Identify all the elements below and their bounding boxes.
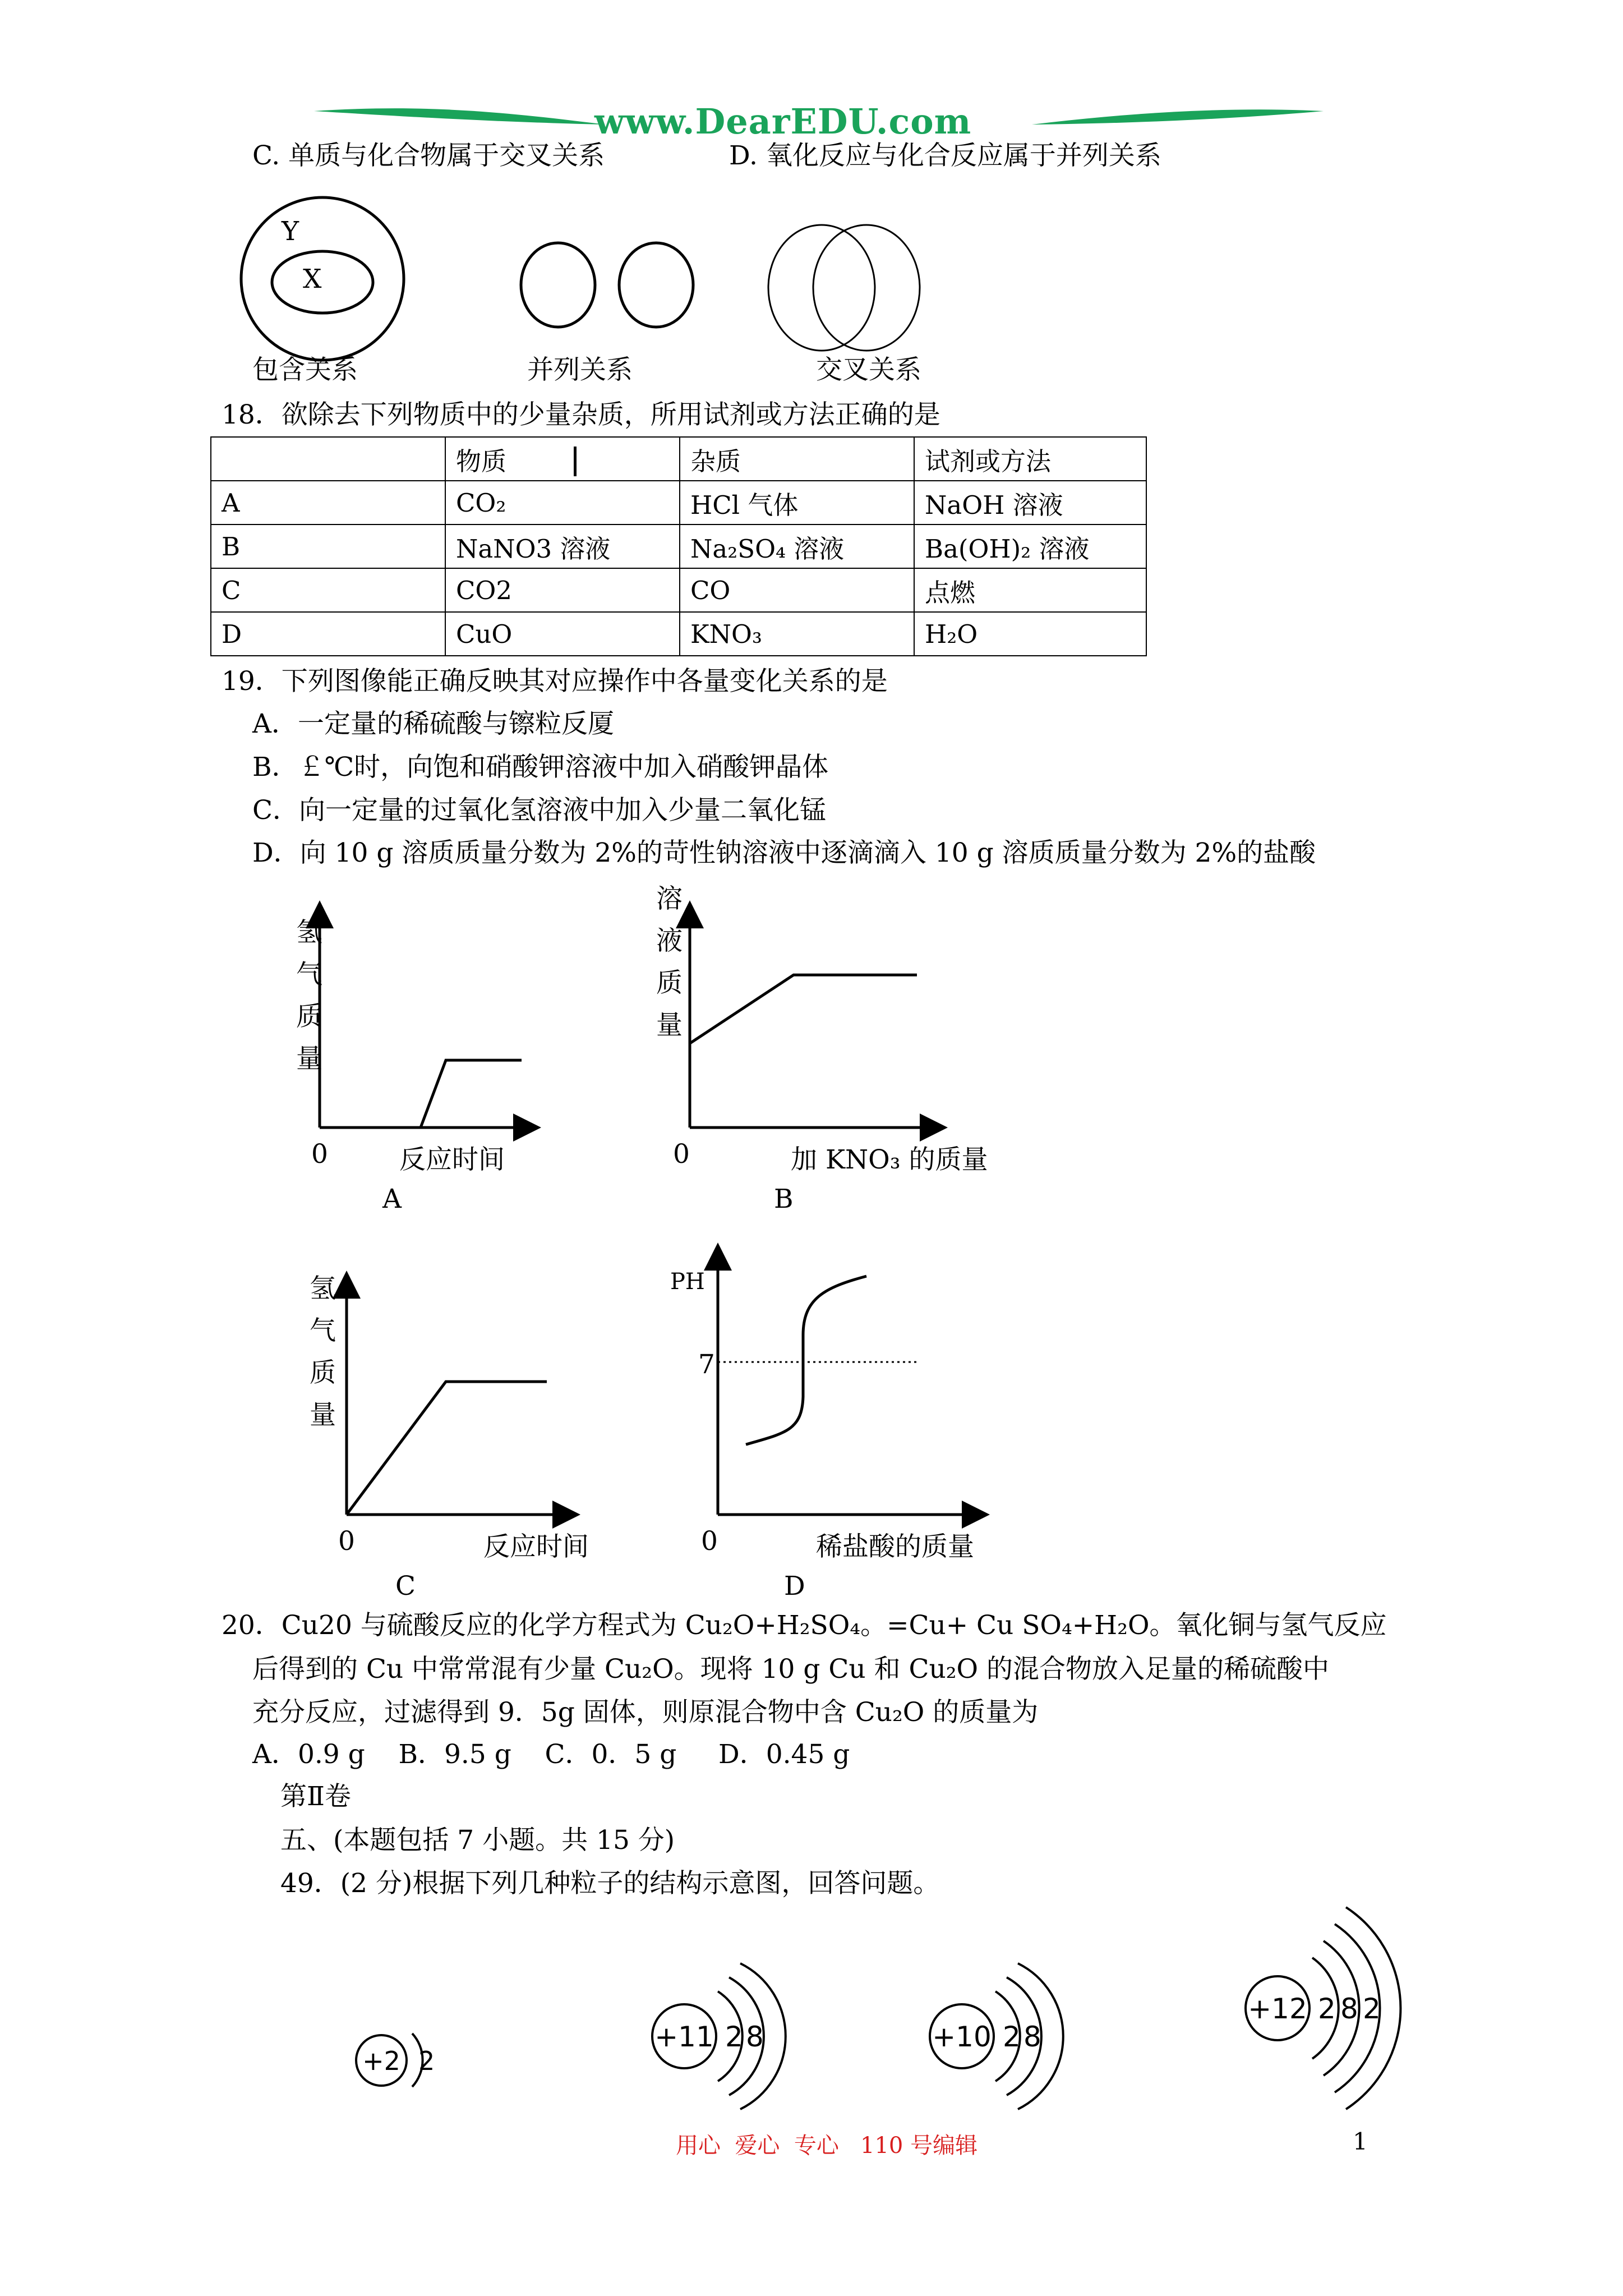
table-row <box>211 568 1146 612</box>
table-cell: D <box>211 612 445 656</box>
table-cell: CO₂ <box>445 481 680 524</box>
chart-a <box>320 914 527 1128</box>
chart-b-caption: B <box>774 1184 794 1214</box>
chart-c-ylabel: 质 <box>310 1358 336 1388</box>
q17-option-d: D. 氧化反应与化合反应属于并列关系 <box>729 140 1161 171</box>
table-cell: C <box>211 568 445 612</box>
atom-3-shell-label: 8 <box>1023 2021 1041 2053</box>
chart-d-tick-7: 7 <box>698 1349 715 1380</box>
atom-4-shell-label: 2 <box>1318 1993 1336 2025</box>
atom-1-shell-label: 2 <box>418 2046 435 2076</box>
chart-b-origin: 0 <box>673 1139 690 1170</box>
table-cell: Na₂SO₄ 溶液 <box>680 524 914 568</box>
table-row <box>211 612 1146 656</box>
chart-d-curve <box>746 1276 866 1444</box>
parallel-circle-right <box>619 243 693 327</box>
caption-cross: 交叉关系 <box>816 355 921 385</box>
table-cell: Ba(OH)₂ 溶液 <box>914 524 1146 568</box>
banner-swoosh-right <box>1032 109 1324 125</box>
part2-title: 第Ⅱ卷 <box>280 1781 351 1812</box>
atom-2 <box>652 1963 786 2109</box>
table-header-row <box>211 437 1146 481</box>
atom-1 <box>356 2033 435 2087</box>
chart-a-ylabel: 气 <box>296 959 322 990</box>
caption-parallel: 并列关系 <box>527 355 633 385</box>
site-logo: www.DearEDU.com <box>594 101 972 142</box>
part2-section: 五、(本题包括 7 小题。共 15 分) <box>280 1825 675 1856</box>
chart-a-ylabel: 质 <box>296 1001 322 1032</box>
chart-d-ylabel: PH <box>670 1269 705 1295</box>
parallel-circle-left <box>521 243 595 327</box>
chart-c <box>347 1285 566 1515</box>
label-y: Y <box>282 216 299 247</box>
include-outer-circle <box>241 197 404 360</box>
q19-option-d: D．向 10 g 溶质质量分数为 2%的苛性钠溶液中逐滴滴入 10 g 溶质质量分数为 2%的盐酸 <box>252 838 1316 868</box>
table-cell: NaNO3 溶液 <box>445 524 680 568</box>
q17-option-c: C. 单质与化合物属于交叉关系 <box>252 140 605 171</box>
q49-stem: 49．(2 分)根据下列几种粒子的结构示意图，回答问题。 <box>280 1868 940 1899</box>
table-cell: 点燃 <box>914 568 1146 612</box>
chart-d-caption: D <box>784 1571 805 1602</box>
table-cell: CO <box>680 568 914 612</box>
page-number: 1 <box>1353 2128 1368 2155</box>
table-header-cell: 物质 <box>445 437 680 481</box>
atom-2-nucleus-label: +11 <box>654 2021 714 2053</box>
q20-line3: 充分反应，过滤得到 9．5g 固体，则原混合物中含 Cu₂O 的质量为 <box>252 1697 1039 1728</box>
label-x: X <box>303 264 322 295</box>
chart-c-caption: C <box>395 1571 416 1602</box>
chart-d-origin: 0 <box>701 1526 718 1557</box>
table-cell: A <box>211 481 445 524</box>
q18-stem: 18．欲除去下列物质中的少量杂质，所用试剂或方法正确的是 <box>222 399 940 430</box>
q19-graphs <box>0 875 1623 1604</box>
relation-diagrams <box>0 208 1623 398</box>
atom-1-nucleus-label: +2 <box>362 2046 400 2076</box>
chart-a-xlabel: 反应时间 <box>399 1144 505 1175</box>
atom-2-shell-label: 2 <box>725 2021 743 2053</box>
chart-a-ylabel: 氢 <box>296 917 322 948</box>
chart-c-xlabel: 反应时间 <box>483 1531 589 1562</box>
chart-a-ylabel: 量 <box>296 1043 322 1074</box>
chart-b-ylabel: 溶 <box>656 884 683 914</box>
table-cell: HCl 气体 <box>680 481 914 524</box>
cross-circle-left <box>768 225 875 351</box>
q20-line1: 20．Cu20 与硫酸反应的化学方程式为 Cu₂O+H₂SO₄。=Cu+ Cu SO₄+H₂O。氧化铜与氢气反应 <box>222 1610 1387 1641</box>
atom-3-shell-label: 2 <box>1003 2021 1021 2053</box>
chart-b <box>690 914 934 1128</box>
table-cell: NaOH 溶液 <box>914 481 1146 524</box>
chart-b-ylabel: 液 <box>656 926 683 956</box>
atom-4-shell-label: 2 <box>1363 1993 1381 2025</box>
banner-swoosh-left <box>314 108 606 125</box>
table-cell: CO2 <box>445 568 680 612</box>
chart-a-line <box>421 1060 522 1128</box>
q19-option-a: A．一定量的稀硫酸与镲粒反厦 <box>252 708 614 739</box>
chart-c-ylabel: 气 <box>310 1315 336 1346</box>
chart-c-origin: 0 <box>338 1526 355 1557</box>
q19-stem: 19．下列图像能正确反映其对应操作中各量变化关系的是 <box>222 666 888 697</box>
caption-include: 包含关系 <box>252 355 358 385</box>
atom-4 <box>1246 1907 1400 2109</box>
chart-a-caption: A <box>382 1184 402 1214</box>
atom-2-shell-label: 8 <box>746 2021 764 2053</box>
table-header-cell: 试剂或方法 <box>914 437 1146 481</box>
table-row <box>211 524 1146 568</box>
chart-b-ylabel: 量 <box>656 1010 683 1041</box>
q20-line2: 后得到的 Cu 中常常混有少量 Cu₂O。现将 10 g Cu 和 Cu₂O 的混合物放入足量的稀硫酸中 <box>252 1654 1330 1685</box>
q18-table <box>210 436 1147 656</box>
chart-d <box>718 1257 976 1515</box>
q20-options: A．0.9 g B．9.5 g C．0．5 g D．0.45 g <box>252 1739 850 1770</box>
chart-c-ylabel: 氢 <box>310 1273 336 1304</box>
chart-c-line <box>347 1382 547 1515</box>
q19-option-b: B．￡℃时，向饱和硝酸钾溶液中加入硝酸钾晶体 <box>252 752 829 783</box>
atom-4-nucleus-label: +12 <box>1248 1993 1307 2025</box>
table-cell: CuO <box>445 612 680 656</box>
cross-circle-right <box>813 225 920 351</box>
atom-diagrams <box>0 1896 1623 2165</box>
table-row <box>211 481 1146 524</box>
chart-b-xlabel: 加 KNO₃ 的质量 <box>791 1144 988 1175</box>
table-cell: KNO₃ <box>680 612 914 656</box>
table-cell: H₂O <box>914 612 1146 656</box>
chart-d-xlabel: 稀盐酸的质量 <box>816 1531 974 1562</box>
table-header-cell: 杂质 <box>680 437 914 481</box>
include-inner-ellipse <box>272 251 373 313</box>
footer-text: 用心 爱心 专心 110 号编辑 <box>676 2133 978 2159</box>
table-header-cell <box>211 437 445 481</box>
q19-option-c: C．向一定量的过氧化氢溶液中加入少量二氧化锰 <box>252 795 826 826</box>
table-cell: B <box>211 524 445 568</box>
chart-c-ylabel: 量 <box>310 1400 336 1430</box>
atom-4-shell-label: 8 <box>1340 1993 1358 2025</box>
chart-a-origin: 0 <box>311 1139 328 1170</box>
atom-3 <box>930 1963 1063 2109</box>
chart-b-line <box>690 975 917 1043</box>
chart-b-ylabel: 质 <box>656 968 683 999</box>
atom-3-nucleus-label: +10 <box>932 2021 992 2053</box>
